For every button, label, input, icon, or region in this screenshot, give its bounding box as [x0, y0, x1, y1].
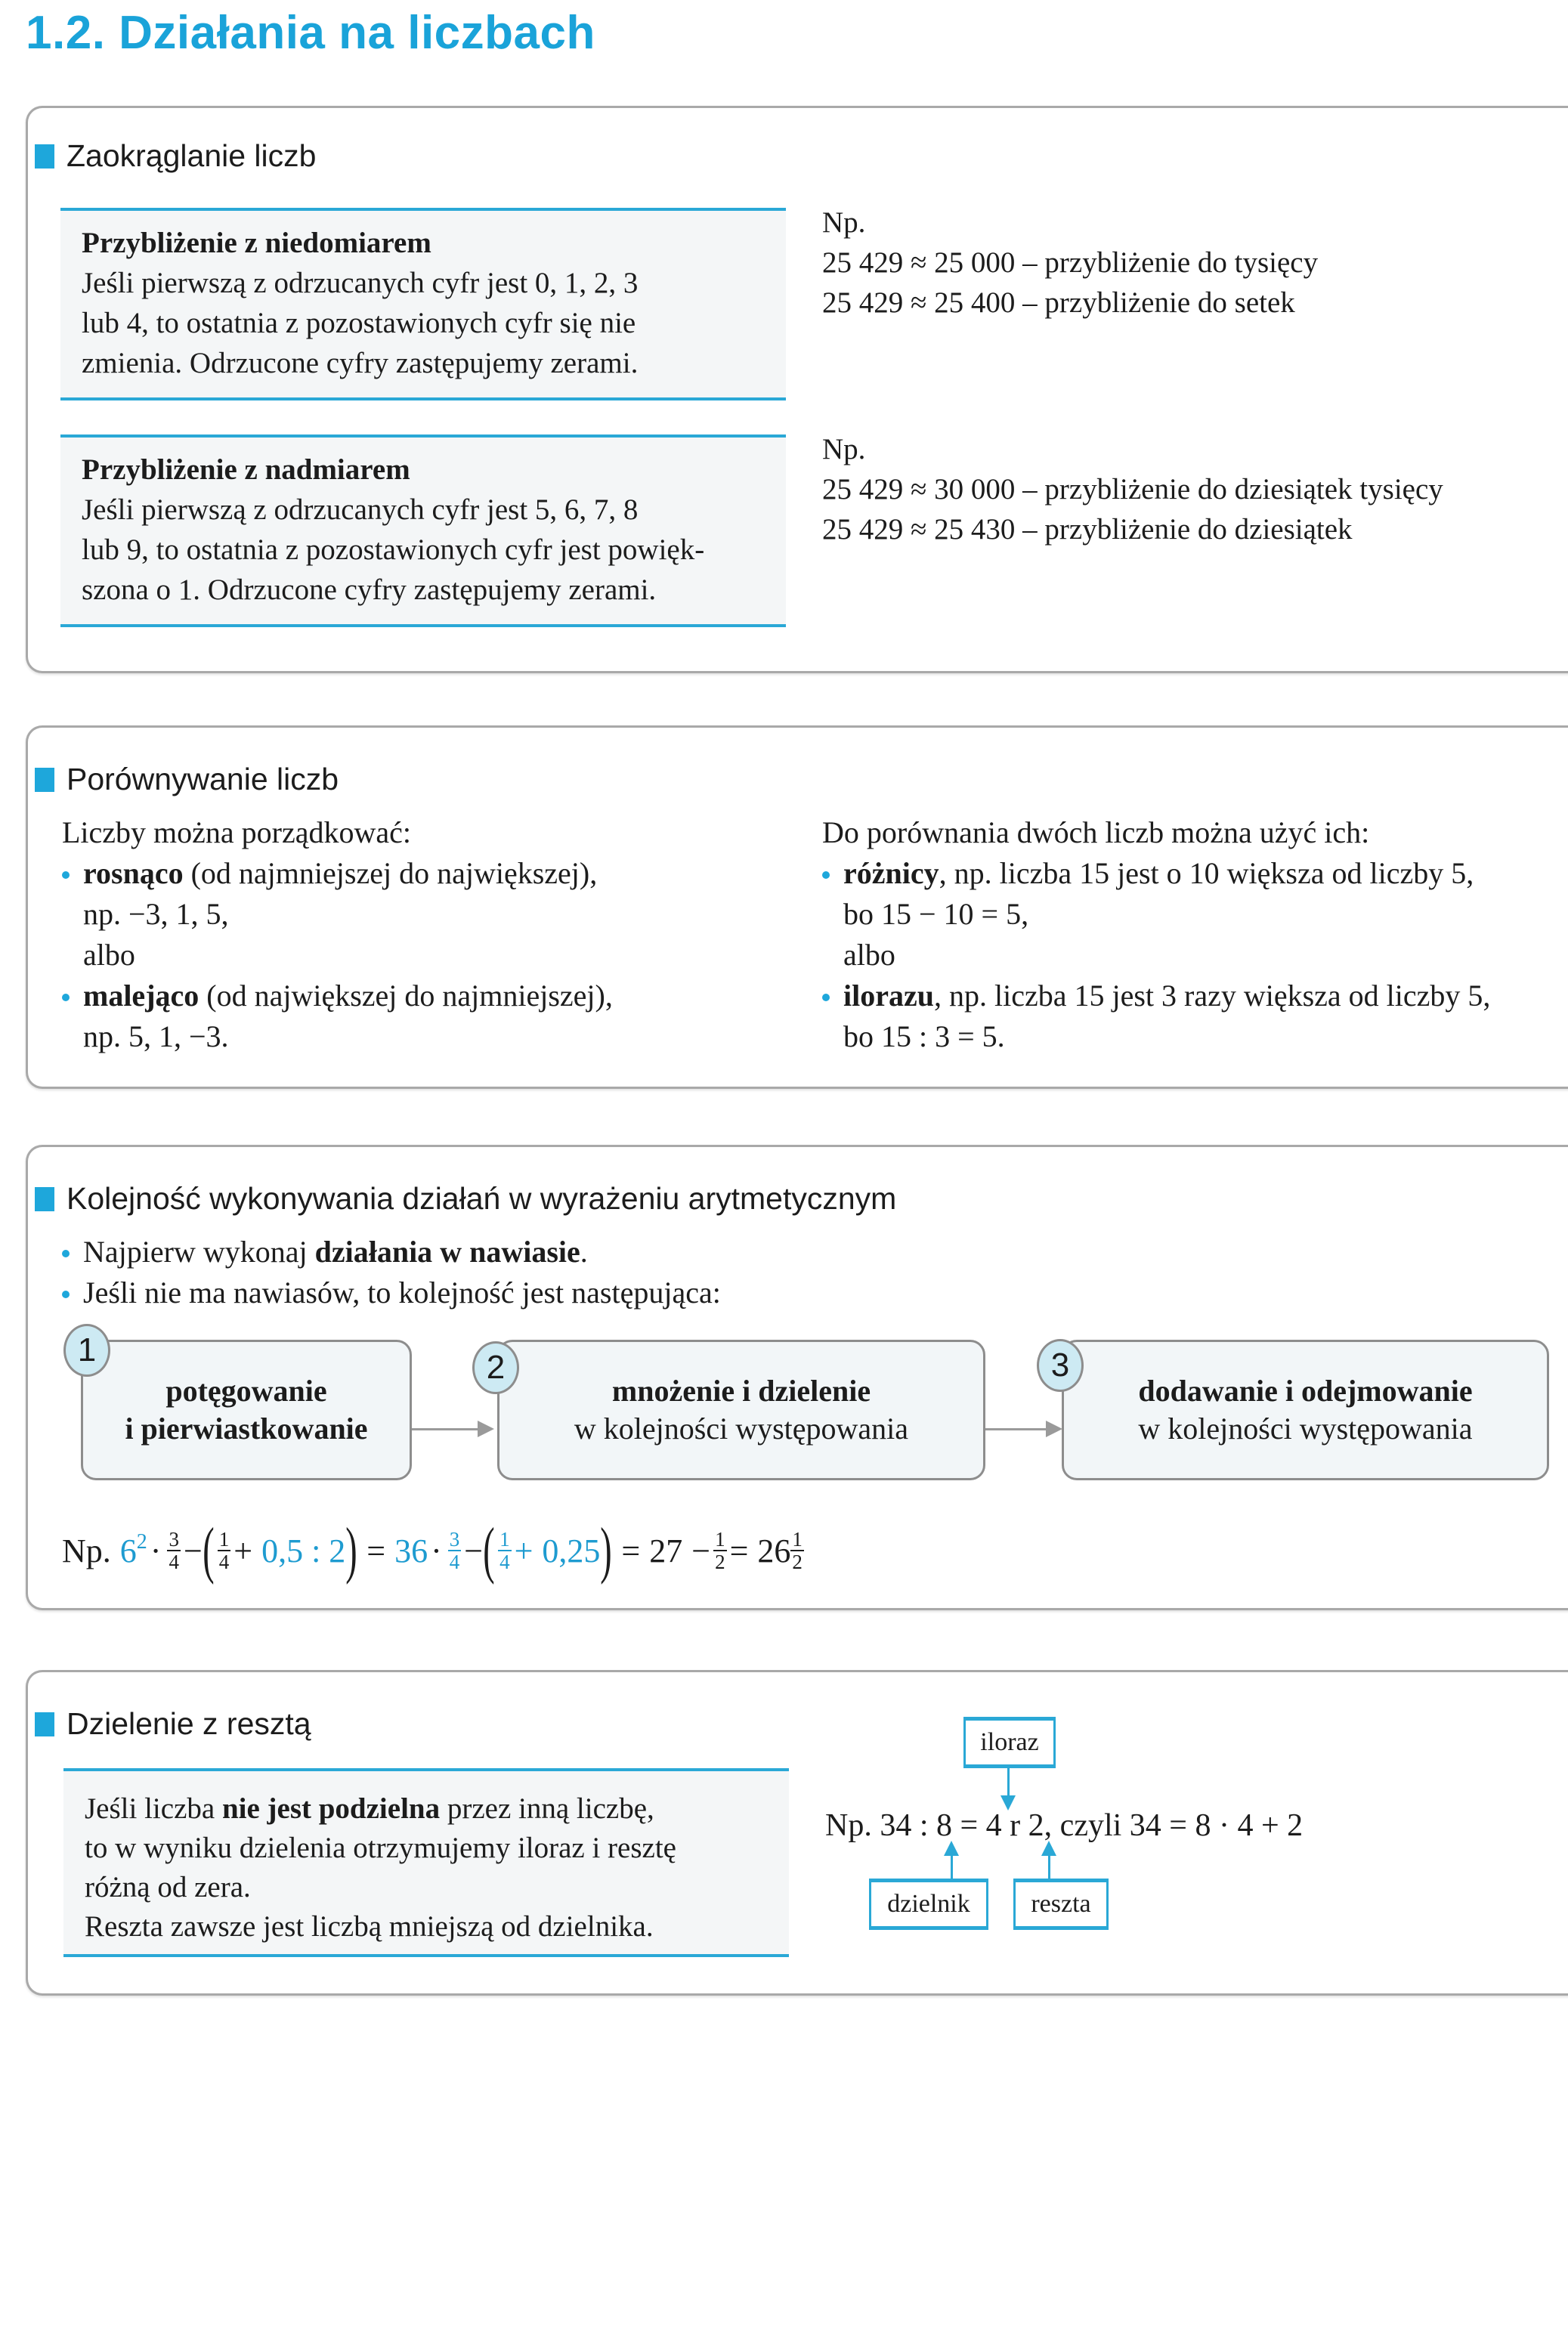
rounding-down-title: Przybliżenie z niedomiarem: [82, 227, 431, 259]
example-line: 25 429 ≈ 30 000 – przybliżenie do dziesiątek tysięcy: [822, 473, 1443, 506]
bullet-dot-icon: [822, 871, 830, 879]
open-paren: (: [203, 1515, 215, 1585]
step-box-2: [497, 1340, 985, 1480]
close-paren: ): [600, 1515, 613, 1585]
list-item: różnicy, np. liczba 15 jest o 10 większa od liczby 5,: [822, 853, 1490, 894]
comparing-left-intro: Liczby można porządkować:: [62, 815, 412, 849]
comparing-right-intro: Do porównania dwóch liczb można użyć ich:: [822, 815, 1370, 849]
remainder-label-box: reszta: [1013, 1879, 1109, 1930]
order-example-equation: [62, 1515, 807, 1585]
rounding-up-line: Jeśli pierwszą z odrzucanych cyfr jest 5, 6, 7, 8: [82, 493, 639, 526]
rounding-up-box: [60, 434, 786, 627]
list-item: Jeśli nie ma nawiasów, to kolejność jest następująca:: [62, 1273, 721, 1313]
list-item: ilorazu, np. liczba 15 jest 3 razy większa od liczby 5,: [822, 976, 1490, 1016]
eq-equals: =: [621, 1532, 641, 1569]
close-paren: ): [345, 1515, 358, 1585]
connector-text: albo: [843, 938, 895, 972]
eq-inner1: 0,5 : 2: [261, 1532, 346, 1569]
bullet-dot-icon: [822, 994, 830, 1001]
eq-minus: −: [183, 1532, 203, 1569]
quotient-label-box: iloraz: [963, 1717, 1056, 1768]
example-line: 25 429 ≈ 25 430 – przybliżenie do dziesiątek: [822, 513, 1353, 546]
order-heading-text: Kolejność wykonywania działań w wyrażeniu arytmetycznym: [66, 1181, 897, 1216]
fraction: $\frac{1}{4}$: [499, 1528, 510, 1573]
bullet-dot-icon: [62, 994, 70, 1001]
division-rule-box: [63, 1768, 789, 1957]
step-1-line1: potęgowanie: [165, 1374, 327, 1408]
rounding-down-line: zmienia. Odrzucone cyfry zastępujemy zerami.: [82, 347, 639, 379]
rounding-up-line: szona o 1. Odrzucone cyfry zastępujemy zerami.: [82, 574, 657, 606]
bullet-dot-icon: [62, 1291, 70, 1298]
eq-minus: −: [691, 1532, 711, 1569]
eq-equals: =: [729, 1532, 749, 1569]
step-3-line2: w kolejności występowania: [1138, 1412, 1473, 1446]
comparing-heading: [35, 762, 339, 797]
fraction: $\frac{1}{2}$: [715, 1528, 725, 1573]
rounding-up-example: [822, 429, 1443, 549]
step-box-1: [81, 1340, 412, 1480]
arrow-up-icon: [1048, 1844, 1050, 1880]
list-item: rosnąco (od najmniejszej do największej),: [62, 853, 613, 894]
list-item-example: bo 15 : 3 = 5.: [843, 1019, 1005, 1053]
fraction: $\frac{3}{4}$: [169, 1528, 179, 1573]
rounding-down-box: [60, 208, 786, 400]
fraction: $\frac{1}{2}$: [792, 1528, 803, 1573]
eq-36: 36: [394, 1532, 428, 1569]
step-2-line2: w kolejności występowania: [574, 1412, 909, 1446]
divisor-label-box: dzielnik: [869, 1879, 988, 1930]
step-number-badge-2: 2: [472, 1341, 519, 1394]
example-line: 25 429 ≈ 25 000 – przybliżenie do tysięcy: [822, 246, 1319, 279]
example-label: Np.: [822, 206, 866, 239]
eq-26: 26: [757, 1532, 791, 1569]
arrow-right-icon: [412, 1428, 491, 1430]
rounding-up-title: Przybliżenie z nadmiarem: [82, 453, 410, 486]
connector-text: albo: [83, 938, 135, 972]
eq-plus: +: [514, 1532, 533, 1569]
eq-dot: ·: [431, 1532, 442, 1569]
bullet-dot-icon: [62, 1250, 70, 1257]
step-number-badge-1: 1: [63, 1324, 110, 1377]
square-bullet-icon: [35, 1712, 54, 1736]
comparing-left: [62, 812, 613, 1057]
open-paren: (: [483, 1515, 495, 1585]
division-example: Np. 34 : 8 = 4 r 2, czyli 34 = 8 · 4 + 2: [825, 1808, 1304, 1843]
comparing-right: [822, 812, 1490, 1057]
list-item-example: np. 5, 1, −3.: [83, 1019, 229, 1053]
list-item: Najpierw wykonaj działania w nawiasie.: [62, 1232, 721, 1273]
arrow-right-icon: [985, 1428, 1059, 1430]
example-label: Np.: [822, 433, 866, 465]
eq-inner2: 0,25: [542, 1532, 601, 1569]
rounding-down-line: Jeśli pierwszą z odrzucanych cyfr jest 0, 1, 2, 3: [82, 267, 639, 299]
arrow-up-icon: [951, 1844, 953, 1880]
bullet-dot-icon: [62, 871, 70, 879]
rounding-up-line: lub 9, to ostatnia z pozostawionych cyfr jest powięk-: [82, 533, 705, 566]
rounding-down-example: [822, 203, 1318, 323]
eq-plus: +: [233, 1532, 253, 1569]
step-3-line1: dodawanie i odejmowanie: [1138, 1374, 1473, 1408]
list-item: malejąco (od największej do najmniejszej),: [62, 976, 613, 1016]
division-rule-line: to w wyniku dzielenia otrzymujemy iloraz i resztę: [85, 1832, 676, 1864]
list-item-example: np. −3, 1, 5,: [83, 897, 229, 931]
square-bullet-icon: [35, 1187, 54, 1211]
eq-27: 27: [649, 1532, 683, 1569]
order-bullets: [62, 1232, 721, 1313]
list-item-example: bo 15 − 10 = 5,: [843, 897, 1029, 931]
division-heading: [35, 1706, 311, 1742]
eq-dot: ·: [150, 1532, 162, 1569]
eq-minus: −: [464, 1532, 484, 1569]
page-title: 1.2. Działania na liczbach: [26, 7, 595, 59]
rounding-heading-text: Zaokrąglanie liczb: [66, 138, 317, 173]
step-1-line2: i pierwiastkowanie: [125, 1412, 368, 1446]
example-label: Np.: [62, 1532, 111, 1569]
eq-power: $6^2$: [119, 1529, 147, 1569]
division-rule-line: Jeśli liczba nie jest podzielna przez inną liczbę,: [85, 1792, 654, 1825]
square-bullet-icon: [35, 144, 54, 169]
rounding-down-line: lub 4, to ostatnia z pozostawionych cyfr się nie: [82, 307, 636, 339]
order-heading: [35, 1181, 896, 1217]
step-2-line1: mnożenie i dzielenie: [611, 1374, 871, 1408]
rounding-heading: [35, 138, 316, 174]
fraction: $\frac{3}{4}$: [449, 1528, 460, 1573]
example-line: 25 429 ≈ 25 400 – przybliżenie do setek: [822, 286, 1295, 319]
division-heading-text: Dzielenie z resztą: [66, 1706, 311, 1741]
arrow-down-icon: [1007, 1768, 1010, 1807]
step-box-3: [1062, 1340, 1549, 1480]
division-rule-line: różną od zera.: [85, 1871, 251, 1903]
square-bullet-icon: [35, 768, 54, 792]
eq-equals: =: [366, 1532, 386, 1569]
step-number-badge-3: 3: [1037, 1339, 1084, 1392]
comparing-heading-text: Porównywanie liczb: [66, 762, 339, 796]
division-rule-line: Reszta zawsze jest liczbą mniejszą od dzielnika.: [85, 1910, 654, 1943]
fraction: $\frac{1}{4}$: [218, 1528, 230, 1573]
